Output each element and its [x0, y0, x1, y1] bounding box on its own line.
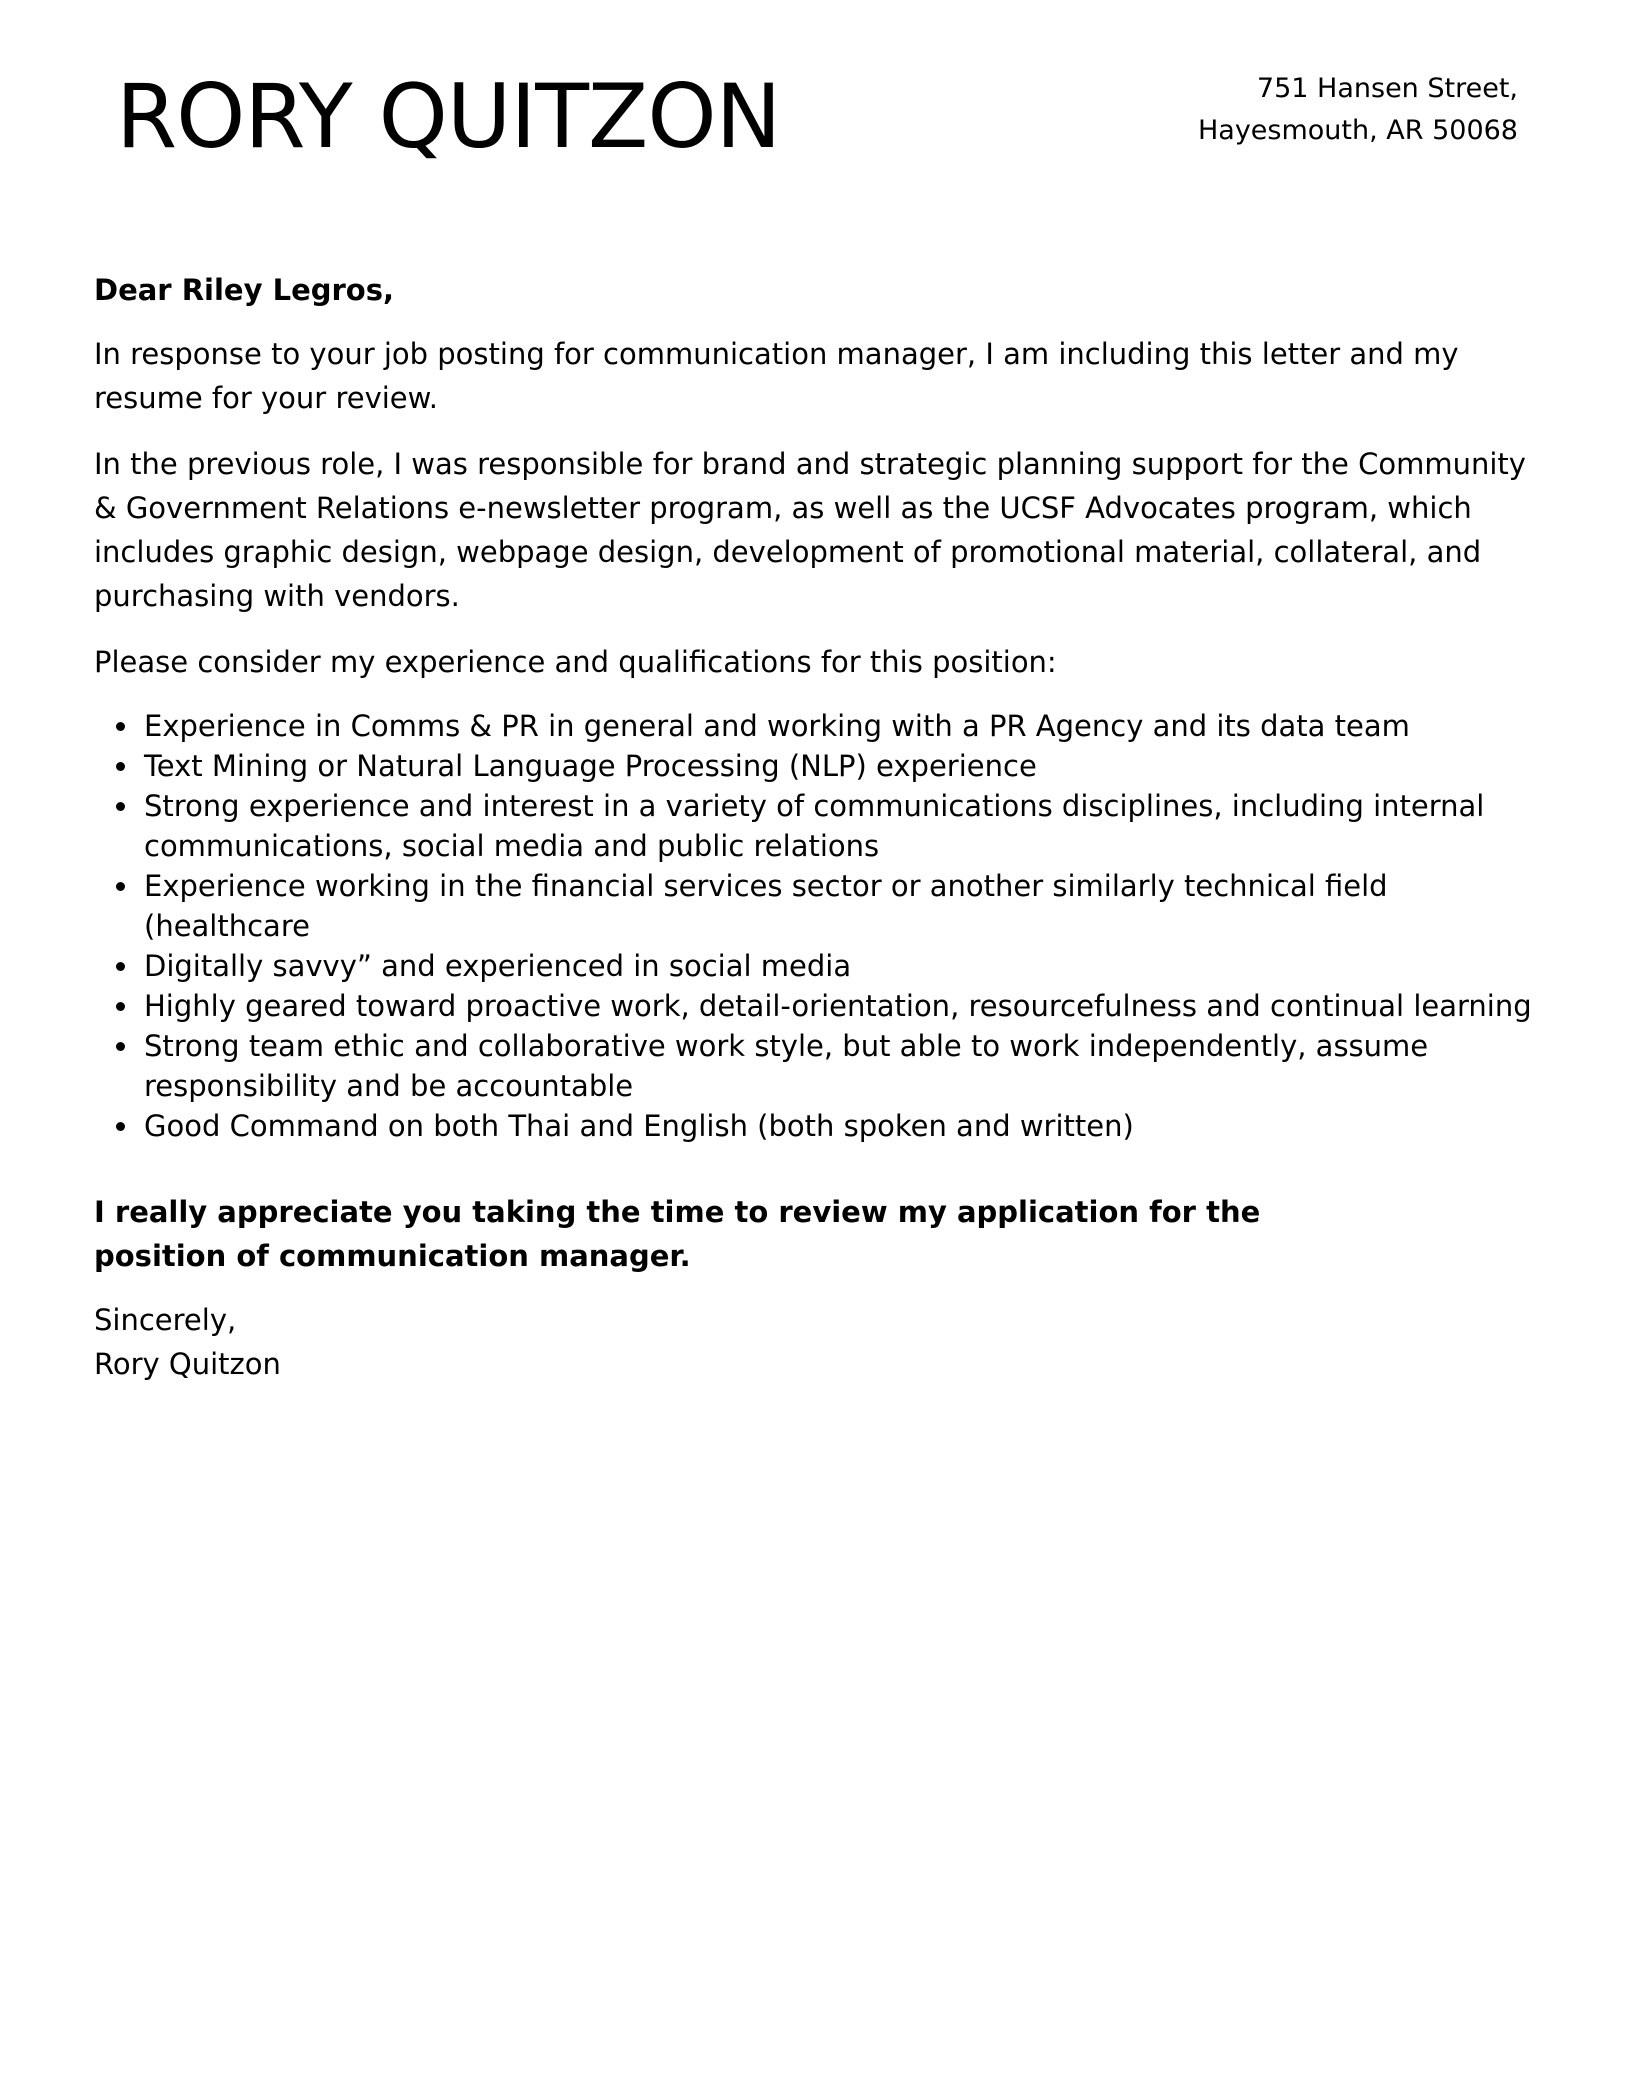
list-item — [94, 1106, 1544, 1146]
salutation: Dear Riley Legros, — [94, 273, 394, 307]
paragraph-qualifications-intro: Please consider my experience and qualifications for this position: — [94, 645, 1057, 679]
qualifications-list — [94, 706, 1544, 1146]
list-item-text: Good Command on both Thai and English (both spoken and written) — [144, 1109, 1134, 1143]
bullet-icon — [116, 762, 125, 771]
sender-address — [1198, 68, 1518, 152]
closing-statement: I really appreciate you taking the time to review my application for the position of communication manager. — [94, 1195, 1261, 1273]
signature-name: Rory Quitzon — [94, 1347, 281, 1381]
bullet-icon — [116, 962, 125, 971]
list-item-text: Digitally savvy” and experienced in social media — [144, 949, 852, 983]
list-item — [94, 946, 1544, 986]
list-item-text: Highly geared toward proactive work, detail-orientation, resourcefulness and continual learning — [144, 989, 1532, 1023]
paragraph-previous-role: In the previous role, I was responsible for brand and strategic planning support for the Community & Government Relations e-newsletter program, as well as the UCSF Advocates program, which includes graphic design, webpage design, development of promotional material, collateral, and purchasing with vendors. — [94, 447, 1526, 613]
bullet-icon — [116, 722, 125, 731]
bullet-icon — [116, 1042, 125, 1051]
letter-body — [94, 268, 1544, 1386]
address-line-2: Hayesmouth, AR 50068 — [1197, 115, 1518, 146]
paragraph-intro: In response to your job posting for communication manager, I am including this letter and my resume for your review. — [94, 337, 1459, 415]
bullet-icon — [116, 1122, 125, 1131]
signoff-text: Sincerely, — [94, 1303, 237, 1337]
sender-name: RORY QUITZON — [116, 65, 781, 168]
letter-header — [0, 0, 1632, 200]
list-item — [94, 786, 1544, 866]
bullet-icon — [116, 802, 125, 811]
list-item-text: Experience in Comms & PR in general and working with a PR Agency and its data team — [144, 709, 1410, 743]
bullet-icon — [116, 882, 125, 891]
list-item — [94, 1026, 1544, 1106]
list-item-text: Text Mining or Natural Language Processing (NLP) experience — [144, 749, 1037, 783]
list-item — [94, 866, 1544, 946]
bullet-icon — [116, 1002, 125, 1011]
address-line-1: 751 Hansen Street, — [1256, 73, 1518, 104]
list-item — [94, 746, 1544, 786]
list-item-text: Strong team ethic and collaborative work style, but able to work independently, assume responsibility and be accountable — [144, 1029, 1429, 1103]
list-item — [94, 706, 1544, 746]
list-item-text: Experience working in the financial services sector or another similarly technical field (healthcare — [144, 869, 1388, 943]
list-item-text: Strong experience and interest in a variety of communications disciplines, including internal communications, social media and public relations — [144, 789, 1485, 863]
signoff-block — [94, 1298, 1544, 1386]
list-item — [94, 986, 1544, 1026]
